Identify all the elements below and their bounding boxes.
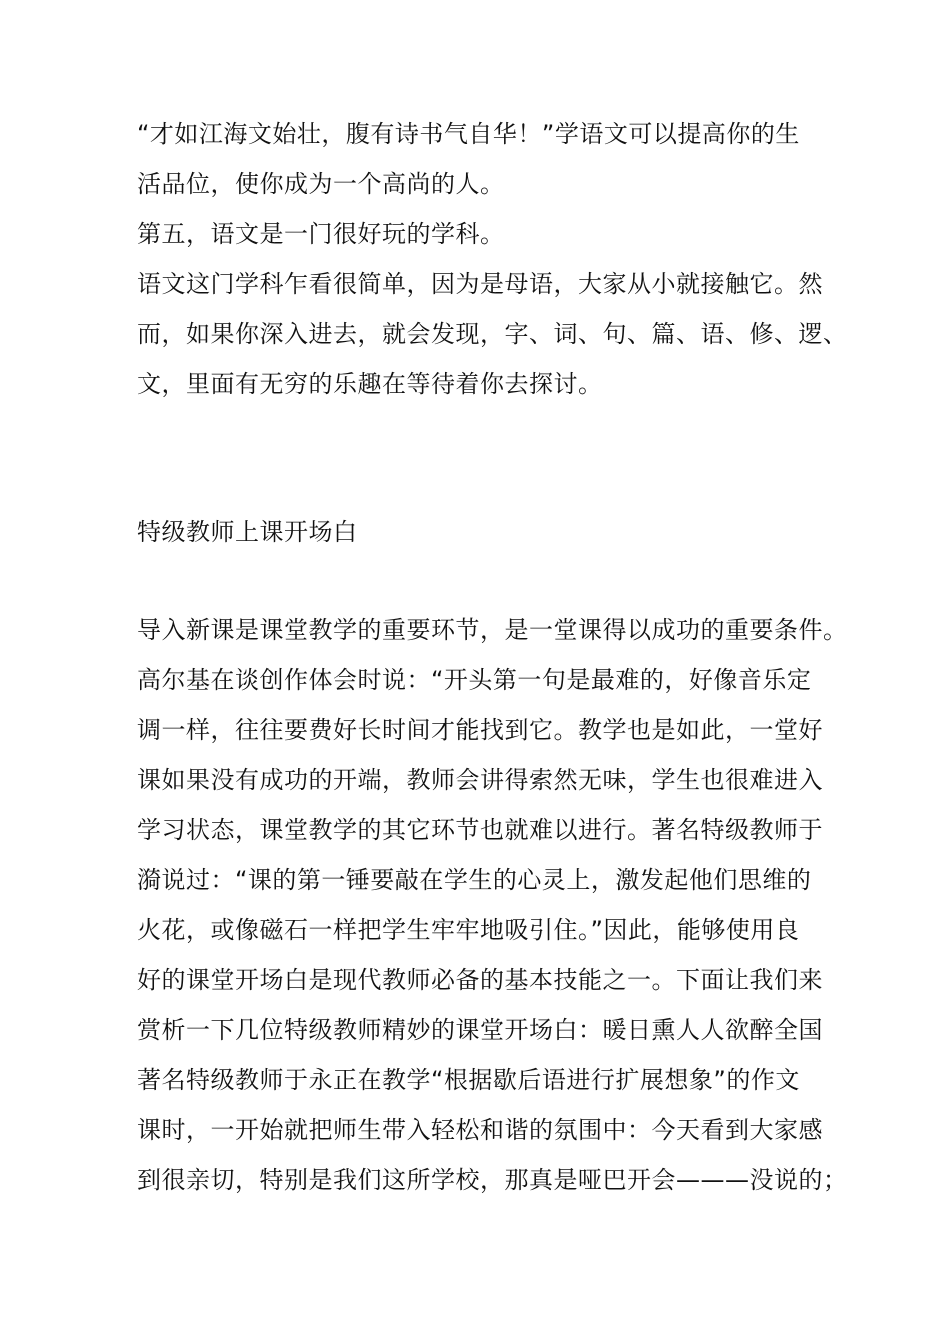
text-line: 著名特级教师于永正在教学“根据歇后语进行扩展想象”的作文 (137, 1066, 800, 1094)
text-line: 语文这门学科乍看很简单，因为是母语，大家从小就接触它。然 (137, 270, 823, 298)
text-line: 调一样，往往要费好长时间才能找到它。教学也是如此，一堂好 (137, 716, 823, 744)
section-heading: 特级教师上课开场白 (137, 518, 358, 546)
text-line: 课时，一开始就把师生带入轻松和谐的氛围中：今天看到大家感 (137, 1116, 823, 1144)
text-line: 火花，或像磁石一样把学生牢牢地吸引住。”因此，能够使用良 (137, 916, 800, 944)
text-line: 漪说过：“课的第一锤要敲在学生的心灵上，激发起他们思维的 (137, 866, 812, 894)
text-line: 第五，语文是一门很好玩的学科。 (137, 220, 505, 248)
text-line: “才如江海文始壮，腹有诗书气自华！”学语文可以提高你的生 (137, 120, 800, 148)
text-line: 课如果没有成功的开端，教师会讲得索然无味，学生也很难进入 (137, 766, 823, 794)
text-line: 好的课堂开场白是现代教师必备的基本技能之一。下面让我们来 (137, 966, 823, 994)
text-line: 高尔基在谈创作体会时说：“开头第一句是最难的，好像音乐定 (137, 666, 812, 694)
text-line: 到很亲切，特别是我们这所学校，那真是哑巴开会———没说的； (137, 1166, 848, 1194)
text-line: 赏析一下几位特级教师精妙的课堂开场白：暖日熏人人欲醉全国 (137, 1016, 823, 1044)
text-line: 而，如果你深入进去，就会发现，字、词、句、篇、语、修、逻、 (137, 320, 848, 348)
text-line: 导入新课是课堂教学的重要环节，是一堂课得以成功的重要条件。 (137, 616, 848, 644)
text-line: 活品位，使你成为一个高尚的人。 (137, 170, 505, 198)
text-line: 文，里面有无穷的乐趣在等待着你去探讨。 (137, 370, 603, 398)
text-line: 学习状态，课堂教学的其它环节也就难以进行。著名特级教师于 (137, 816, 823, 844)
